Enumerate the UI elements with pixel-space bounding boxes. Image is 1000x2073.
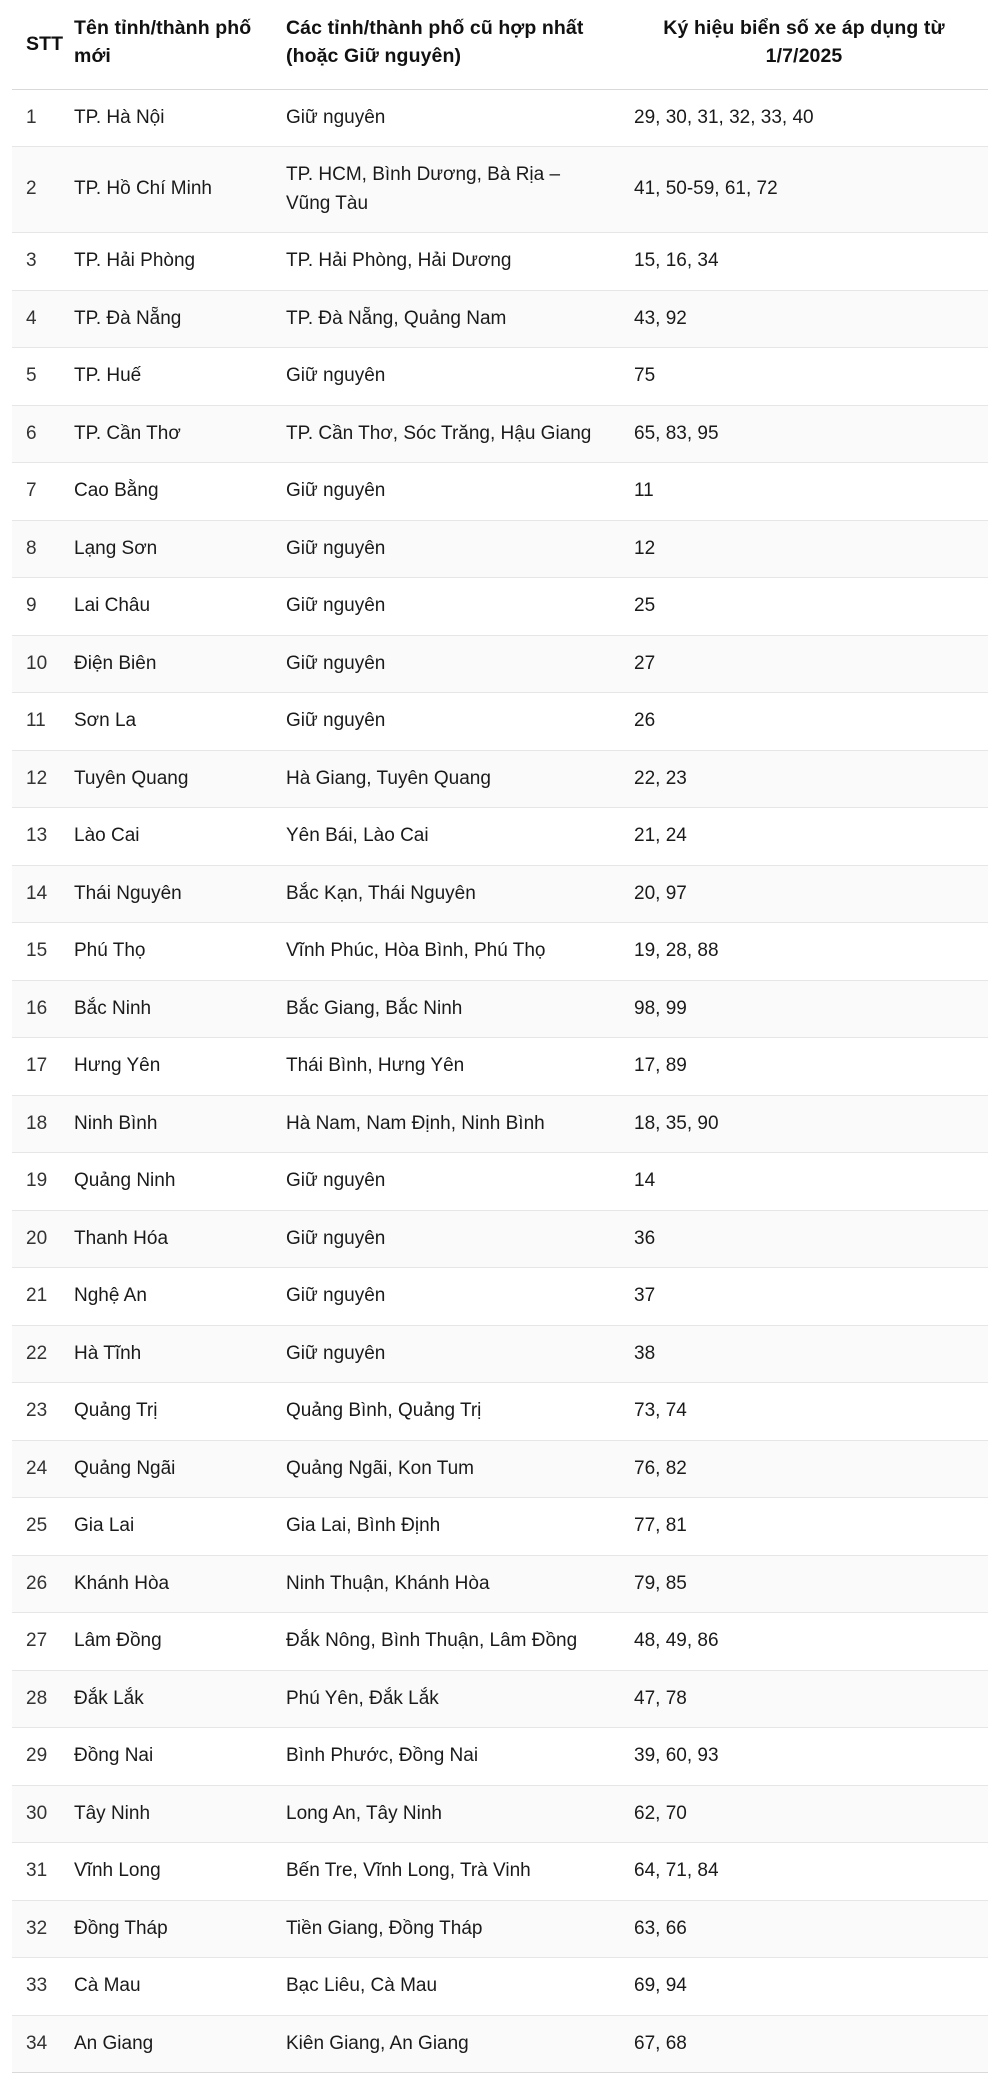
cell-new-province: Đồng Tháp — [60, 1900, 272, 1958]
table-row — [12, 865, 988, 923]
cell-merged-provinces: Bạc Liêu, Cà Mau — [272, 1958, 620, 2016]
cell-merged-provinces: Bắc Giang, Bắc Ninh — [272, 980, 620, 1038]
cell-merged-provinces: Giữ nguyên — [272, 1153, 620, 1211]
cell-plate-code: 79, 85 — [620, 1555, 988, 1613]
table-row — [12, 1210, 988, 1268]
cell-stt: 20 — [12, 1210, 60, 1268]
cell-stt: 18 — [12, 1095, 60, 1153]
cell-stt: 27 — [12, 1613, 60, 1671]
table-row — [12, 808, 988, 866]
cell-plate-code: 62, 70 — [620, 1785, 988, 1843]
table-row — [12, 635, 988, 693]
cell-plate-code: 65, 83, 95 — [620, 405, 988, 463]
cell-stt: 7 — [12, 463, 60, 521]
cell-stt: 32 — [12, 1900, 60, 1958]
table-row — [12, 1383, 988, 1441]
cell-merged-provinces: Ninh Thuận, Khánh Hòa — [272, 1555, 620, 1613]
cell-plate-code: 22, 23 — [620, 750, 988, 808]
cell-new-province: Lâm Đồng — [60, 1613, 272, 1671]
cell-new-province: Hà Tĩnh — [60, 1325, 272, 1383]
cell-stt: 17 — [12, 1038, 60, 1096]
cell-plate-code: 69, 94 — [620, 1958, 988, 2016]
cell-plate-code: 12 — [620, 520, 988, 578]
cell-stt: 8 — [12, 520, 60, 578]
cell-plate-code: 21, 24 — [620, 808, 988, 866]
table-row — [12, 405, 988, 463]
cell-new-province: Ninh Bình — [60, 1095, 272, 1153]
cell-new-province: Tuyên Quang — [60, 750, 272, 808]
table-header-row — [12, 0, 988, 89]
table-row — [12, 1498, 988, 1556]
cell-stt: 30 — [12, 1785, 60, 1843]
cell-new-province: Vĩnh Long — [60, 1843, 272, 1901]
cell-plate-code: 36 — [620, 1210, 988, 1268]
cell-stt: 5 — [12, 348, 60, 406]
cell-stt: 3 — [12, 233, 60, 291]
table-row — [12, 1325, 988, 1383]
cell-new-province: Cao Bằng — [60, 463, 272, 521]
cell-merged-provinces: Kiên Giang, An Giang — [272, 2015, 620, 2073]
table-row — [12, 290, 988, 348]
cell-merged-provinces: TP. Hải Phòng, Hải Dương — [272, 233, 620, 291]
cell-stt: 21 — [12, 1268, 60, 1326]
cell-stt: 1 — [12, 89, 60, 147]
cell-plate-code: 38 — [620, 1325, 988, 1383]
cell-stt: 6 — [12, 405, 60, 463]
cell-new-province: Gia Lai — [60, 1498, 272, 1556]
cell-merged-provinces: Phú Yên, Đắk Lắk — [272, 1670, 620, 1728]
cell-new-province: Quảng Ngãi — [60, 1440, 272, 1498]
table-row — [12, 1095, 988, 1153]
cell-new-province: Thanh Hóa — [60, 1210, 272, 1268]
cell-merged-provinces: Tiền Giang, Đồng Tháp — [272, 1900, 620, 1958]
cell-plate-code: 77, 81 — [620, 1498, 988, 1556]
cell-stt: 13 — [12, 808, 60, 866]
table-row — [12, 1900, 988, 1958]
cell-plate-code: 27 — [620, 635, 988, 693]
cell-stt: 34 — [12, 2015, 60, 2073]
cell-stt: 11 — [12, 693, 60, 751]
cell-stt: 2 — [12, 147, 60, 233]
cell-stt: 10 — [12, 635, 60, 693]
cell-new-province: Bắc Ninh — [60, 980, 272, 1038]
cell-merged-provinces: Giữ nguyên — [272, 1210, 620, 1268]
cell-merged-provinces: Bắc Kạn, Thái Nguyên — [272, 865, 620, 923]
table-row — [12, 1440, 988, 1498]
table-row — [12, 923, 988, 981]
table-body — [12, 89, 988, 2073]
table-row — [12, 463, 988, 521]
cell-merged-provinces: Giữ nguyên — [272, 635, 620, 693]
table-row — [12, 1268, 988, 1326]
cell-plate-code: 73, 74 — [620, 1383, 988, 1441]
cell-plate-code: 98, 99 — [620, 980, 988, 1038]
cell-new-province: Sơn La — [60, 693, 272, 751]
cell-plate-code: 25 — [620, 578, 988, 636]
cell-stt: 25 — [12, 1498, 60, 1556]
cell-new-province: TP. Huế — [60, 348, 272, 406]
cell-new-province: TP. Đà Nẵng — [60, 290, 272, 348]
cell-plate-code: 14 — [620, 1153, 988, 1211]
cell-stt: 16 — [12, 980, 60, 1038]
table-row — [12, 233, 988, 291]
cell-stt: 31 — [12, 1843, 60, 1901]
cell-stt: 26 — [12, 1555, 60, 1613]
cell-merged-provinces: Thái Bình, Hưng Yên — [272, 1038, 620, 1096]
table-row — [12, 147, 988, 233]
cell-stt: 12 — [12, 750, 60, 808]
table-row — [12, 578, 988, 636]
cell-plate-code: 48, 49, 86 — [620, 1613, 988, 1671]
cell-plate-code: 18, 35, 90 — [620, 1095, 988, 1153]
cell-new-province: Đồng Nai — [60, 1728, 272, 1786]
cell-plate-code: 43, 92 — [620, 290, 988, 348]
cell-new-province: Điện Biên — [60, 635, 272, 693]
table-row — [12, 1958, 988, 2016]
column-header-plate-code: Ký hiệu biển số xe áp dụng từ 1/7/2025 — [620, 0, 988, 89]
cell-plate-code: 17, 89 — [620, 1038, 988, 1096]
cell-plate-code: 67, 68 — [620, 2015, 988, 2073]
table-row — [12, 1555, 988, 1613]
cell-new-province: Tây Ninh — [60, 1785, 272, 1843]
cell-plate-code: 29, 30, 31, 32, 33, 40 — [620, 89, 988, 147]
column-header-new-province: Tên tỉnh/thành phố mới — [60, 0, 272, 89]
cell-stt: 15 — [12, 923, 60, 981]
cell-merged-provinces: Giữ nguyên — [272, 578, 620, 636]
cell-merged-provinces: TP. HCM, Bình Dương, Bà Rịa – Vũng Tàu — [272, 147, 620, 233]
cell-stt: 28 — [12, 1670, 60, 1728]
cell-merged-provinces: Quảng Ngãi, Kon Tum — [272, 1440, 620, 1498]
cell-plate-code: 15, 16, 34 — [620, 233, 988, 291]
table-row — [12, 1728, 988, 1786]
table-row — [12, 1785, 988, 1843]
table-row — [12, 520, 988, 578]
table-row — [12, 1153, 988, 1211]
cell-new-province: TP. Hải Phòng — [60, 233, 272, 291]
cell-merged-provinces: Long An, Tây Ninh — [272, 1785, 620, 1843]
cell-merged-provinces: Hà Giang, Tuyên Quang — [272, 750, 620, 808]
cell-merged-provinces: Bến Tre, Vĩnh Long, Trà Vinh — [272, 1843, 620, 1901]
cell-new-province: Lạng Sơn — [60, 520, 272, 578]
cell-new-province: Đắk Lắk — [60, 1670, 272, 1728]
table-header — [12, 0, 988, 89]
cell-plate-code: 19, 28, 88 — [620, 923, 988, 981]
cell-stt: 23 — [12, 1383, 60, 1441]
cell-plate-code: 64, 71, 84 — [620, 1843, 988, 1901]
table-row — [12, 1613, 988, 1671]
cell-new-province: Lai Châu — [60, 578, 272, 636]
cell-plate-code: 75 — [620, 348, 988, 406]
cell-merged-provinces: Giữ nguyên — [272, 1268, 620, 1326]
cell-new-province: Phú Thọ — [60, 923, 272, 981]
cell-merged-provinces: Gia Lai, Bình Định — [272, 1498, 620, 1556]
cell-new-province: Lào Cai — [60, 808, 272, 866]
cell-plate-code: 76, 82 — [620, 1440, 988, 1498]
cell-stt: 14 — [12, 865, 60, 923]
table-row — [12, 2015, 988, 2073]
license-plate-table — [12, 0, 988, 2073]
table-row — [12, 980, 988, 1038]
table-row — [12, 750, 988, 808]
cell-new-province: TP. Hà Nội — [60, 89, 272, 147]
cell-plate-code: 37 — [620, 1268, 988, 1326]
cell-merged-provinces: Giữ nguyên — [272, 348, 620, 406]
cell-merged-provinces: TP. Cần Thơ, Sóc Trăng, Hậu Giang — [272, 405, 620, 463]
cell-plate-code: 11 — [620, 463, 988, 521]
cell-merged-provinces: Giữ nguyên — [272, 89, 620, 147]
cell-new-province: Quảng Ninh — [60, 1153, 272, 1211]
cell-new-province: Khánh Hòa — [60, 1555, 272, 1613]
cell-plate-code: 63, 66 — [620, 1900, 988, 1958]
cell-merged-provinces: Bình Phước, Đồng Nai — [272, 1728, 620, 1786]
table-row — [12, 348, 988, 406]
cell-plate-code: 20, 97 — [620, 865, 988, 923]
cell-new-province: TP. Cần Thơ — [60, 405, 272, 463]
table-row — [12, 1843, 988, 1901]
cell-stt: 29 — [12, 1728, 60, 1786]
table-row — [12, 89, 988, 147]
cell-merged-provinces: Hà Nam, Nam Định, Ninh Bình — [272, 1095, 620, 1153]
table-row — [12, 693, 988, 751]
table-row — [12, 1670, 988, 1728]
cell-stt: 24 — [12, 1440, 60, 1498]
cell-merged-provinces: Giữ nguyên — [272, 520, 620, 578]
cell-plate-code: 47, 78 — [620, 1670, 988, 1728]
cell-new-province: Cà Mau — [60, 1958, 272, 2016]
cell-merged-provinces: Giữ nguyên — [272, 463, 620, 521]
cell-merged-provinces: Quảng Bình, Quảng Trị — [272, 1383, 620, 1441]
cell-merged-provinces: Đắk Nông, Bình Thuận, Lâm Đồng — [272, 1613, 620, 1671]
cell-merged-provinces: Vĩnh Phúc, Hòa Bình, Phú Thọ — [272, 923, 620, 981]
cell-new-province: Nghệ An — [60, 1268, 272, 1326]
cell-new-province: TP. Hồ Chí Minh — [60, 147, 272, 233]
cell-stt: 4 — [12, 290, 60, 348]
cell-stt: 22 — [12, 1325, 60, 1383]
cell-stt: 33 — [12, 1958, 60, 2016]
cell-plate-code: 26 — [620, 693, 988, 751]
table-row — [12, 1038, 988, 1096]
cell-merged-provinces: Giữ nguyên — [272, 1325, 620, 1383]
cell-plate-code: 39, 60, 93 — [620, 1728, 988, 1786]
cell-merged-provinces: TP. Đà Nẵng, Quảng Nam — [272, 290, 620, 348]
cell-merged-provinces: Yên Bái, Lào Cai — [272, 808, 620, 866]
cell-merged-provinces: Giữ nguyên — [272, 693, 620, 751]
cell-plate-code: 41, 50-59, 61, 72 — [620, 147, 988, 233]
cell-new-province: An Giang — [60, 2015, 272, 2073]
cell-stt: 19 — [12, 1153, 60, 1211]
cell-stt: 9 — [12, 578, 60, 636]
column-header-stt: STT — [12, 0, 60, 89]
cell-new-province: Thái Nguyên — [60, 865, 272, 923]
column-header-merged-provinces: Các tỉnh/thành phố cũ hợp nhất (hoặc Giữ nguyên) — [272, 0, 620, 89]
cell-new-province: Quảng Trị — [60, 1383, 272, 1441]
cell-new-province: Hưng Yên — [60, 1038, 272, 1096]
